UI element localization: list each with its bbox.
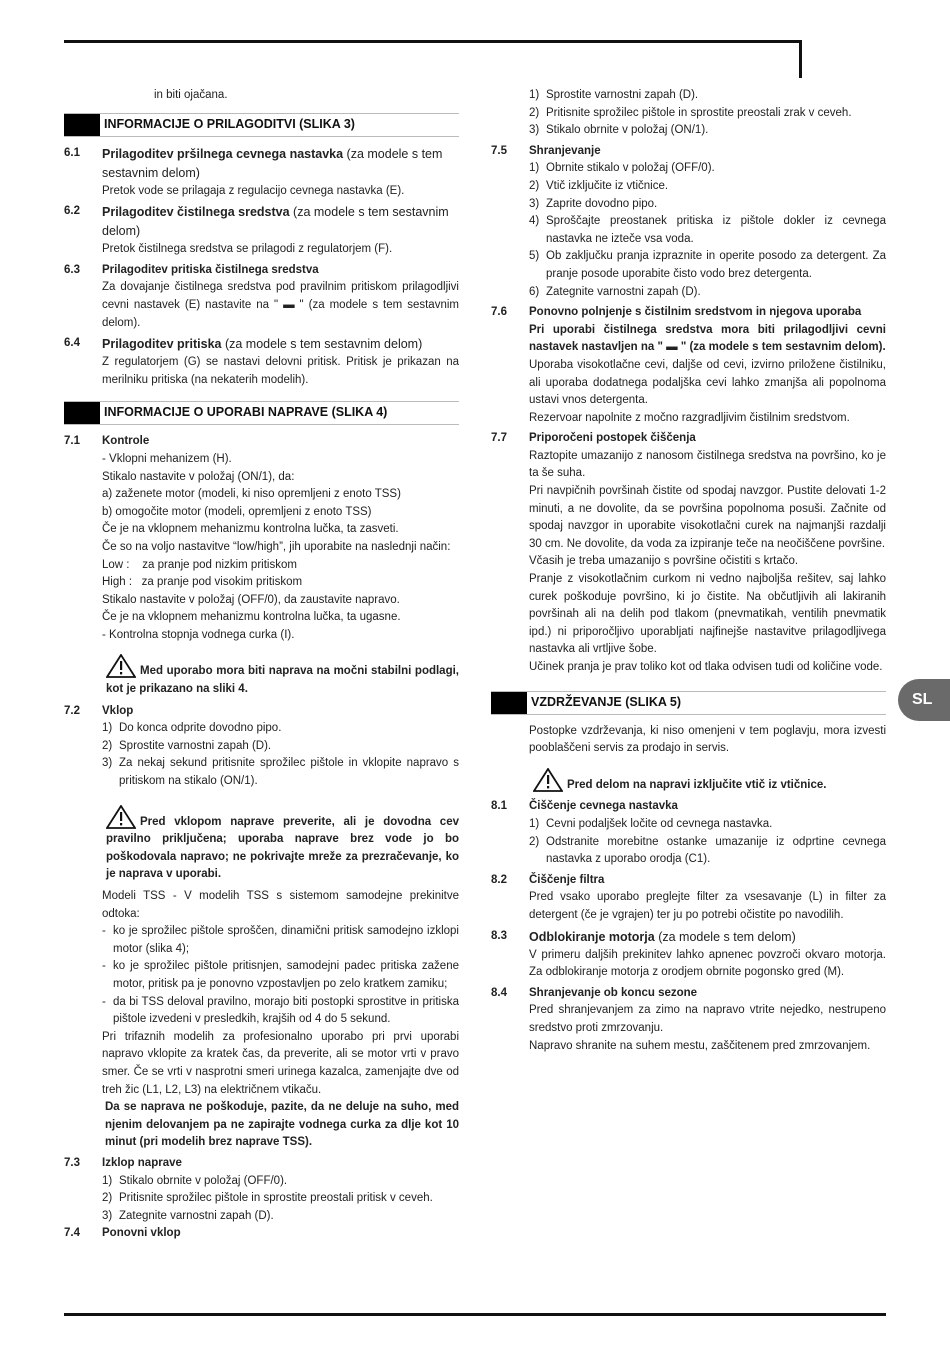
item-7-1: 7.1 Kontrole - Vklopni mehanizem (H). Stikalo nastavite v položaj (ON/1), da: a) zaženete motor (modeli, ki niso opremljeni z enoto TSS) b) omogočite motor (modeli, opremljeni z enoto TSS) Če je na vklopnem mehanizmu kontrolna lučka, ta zasveti. Če so na voljo nastavitve “low/high”, jih uporabite na naslednji način: Low : za pranje pod nizkim pritiskom High : za pranje pod visokim pritiskom Stikalo nastavite v položaj (OFF/0), da zaustavite napravo. Če je na vklopnem mehanizmu kontrolna lučka, ta ugasne. - Kontrolna stopnja vodnega curka (I). — [64, 435, 451, 641]
section-marker — [64, 114, 100, 136]
tss-block: Modeli TSS - V modelih TSS s sistemom samodejne prekinitve odtoka: - ko je sprožilec pištole sproščen, dinamični pritisk samodejno izklopi motor (slika 4); - ko je sprožilec pištole pritisnjen, samodejni padec pritiska zažene motor, pritisk pa je ponovno vzpostavljen po zelo kratkem zamiku; - da bi TSS deloval pravilno, morajo biti postopki sprostitve in pritiska pištole izvedeni v presledkih, krajših od 4 do 5 sekund. Pri trifaznih modelih za profesionalno uporabo pri prvi uporabi napravo vklopite za kratek čas, da preverite, ali se motor vrti v pravo smer. Če se vrti v nasprotni smeri urinega kazalca, zamenjajte dve od treh žic (L1, L2, L3) na električnem vtikaču. Da se naprava ne poškoduje, pazite, da ne deluje na suho, med njenim delovanjem pa ne zapirajte vodnega curka za dlje kot 10 minut (pri modelih brez naprave TSS). — [102, 890, 459, 1149]
list-item: 1) Sprostite varnostni zapah (D). — [529, 89, 699, 101]
item-7-4-steps — [491, 87, 886, 140]
list-item: 1) Do konca odprite dovodno pipo. — [102, 722, 282, 735]
list-item: 3) Zaprite dovodno pipo. — [529, 197, 658, 210]
item-7-7: 7.7 Priporočeni postopek čiščenja Raztopite umazanijo z nanosom čistilnega sredstva na površino, ko je ta še suha. Pri navpičnih površinah čistite od spodaj navzgor. Pustite delovati 1-2 minuti, a ne dovolite, da se površina popolnoma posuši. Začnite od spodaj navzgor in uporabite visokotlačni curek na najmanjši razdalji 30 cm. Ne dovolite, da voda za izpiranje teče na neočiščene površine. Včasih je treba umazanijo s površine očistiti s krtačo. Pranje z visokotlačnim curkom ni vedno najboljša rešitev, saj lahko curek poškoduje površino, ki jo čistite. Na občutljivih ali lakiranih površinah ali na delih pod tlakom (pnevmatikah, ventilih pnevmatik ipd.) ni priporočljivo uporabljati najfinejše nastavitve prilagodljivega nastavka ali vrtljive šobe. Učinek pranja je prav toliko kot od tlaka odvisen tudi od količine vode. — [491, 432, 886, 673]
right-column — [491, 87, 886, 1055]
item-6-3: 6.3 Prilagoditev pritiska čistilnega sredstva Za dovajanje čistilnega sredstva pod pravilnim pritiskom prilagodljivi cevni nastavek (E) nastavite na " ▬ " (za modele s tem sestavnim delom). — [64, 263, 459, 329]
item-6-4: 6.4 Prilagoditev pritiska (za modele s tem sestavnim delom) Z regulatorjem (G) se nastavi delovni pritisk. Pritisk je prikazan na merilniku pritiska (na nekaterih modelih). — [64, 337, 459, 386]
item-8-4: 8.4 Shranjevanje ob koncu sezone Pred shranjevanjem za zimo na napravo vtrite nejedko, nestrupeno sredstvo proti zmrzovanju. Napravo shranite na suhem mestu, zaščitenem pred zmrzovanjem. — [491, 986, 886, 1052]
warning-icon — [533, 768, 563, 792]
intro-text: in biti ojačana. — [154, 89, 228, 101]
warning-unplug: Pred delom na napravi izključite vtič iz vtičnice. — [491, 768, 886, 795]
top-rule-corner — [799, 40, 802, 78]
list-item: 2) Pritisnite sprožilec pištole in sprostite preostali zrak v ceveh. — [529, 106, 852, 119]
section-7-title: INFORMACIJE O UPORABI NAPRAVE (SLIKA 4) — [104, 405, 388, 420]
list-item: 1) Cevni podaljšek ločite od cevnega nastavka. — [529, 817, 773, 830]
list-item: 4) Sproščajte preostanek pritiska iz pištole dokler iz cevnega nastavka ne izteče vsa voda. — [529, 215, 886, 245]
section-marker — [491, 692, 527, 714]
item-6-2: 6.2 Prilagoditev čistilnega sredstva (za modele s tem sestavnim delom) Pretok čistilnega sredstva se prilagodi z regulatorjem (F). — [64, 205, 449, 256]
item-7-5: 7.5 Shranjevanje 1) Obrnite stikalo v položaj (OFF/0). 2) Vtič izključite iz vtičnice. 3) Zaprite dovodno pipo. 4) Sproščajte preostanek pritiska iz pištole dokler iz cevnega nastavka ne izteče vsa voda. 5) Ob zaključku pranja izpraznite in operite posodo za detergent. Za pranje posode uporabite čisto vodo brez detergenta. 6) Zategnite varnostni zapah (D). — [491, 143, 886, 301]
section-8-header — [491, 691, 886, 715]
item-7-2: 7.2 Vklop 1) Do konca odprite dovodno pipo. 2) Sprostite varnostni zapah (D). 3) Za nekaj sekund pritisnite sprožilec pištole in vklopite napravo s pritiskom na stikalo (ON/1). — [64, 703, 459, 791]
section-6-header — [64, 113, 459, 137]
list-item: 3) Stikalo obrnite v položaj (ON/1). — [529, 124, 709, 137]
item-8-3: 8.3 Odblokiranje motorja (za modele s tem delom) V primeru daljših prekinitev lahko apnenec povzroči okvaro motorja. Za odblokiranje motorja z orodjem obrnite pogonsko gred (M). — [491, 929, 886, 979]
list-item: 2) Vtič izključite iz vtičnice. — [529, 179, 669, 192]
section-8-title: VZDRŽEVANJE (SLIKA 5) — [531, 694, 682, 709]
item-6-1: 6.1 Prilagoditev pršilnega cevnega nastavka (za modele s tem sestavnim delom) Pretok vode se prilagaja z regulacijo cevnega nastavka (E). — [64, 146, 443, 197]
list-item: 2) Pritisnite sprožilec pištole in sprostite preostali pritisk v ceveh. — [102, 1192, 433, 1205]
list-item: - ko je sprožilec pištole sproščen, dinamični pritisk samodejno izklopi motor (slika 4); — [102, 925, 459, 955]
list-item: 1) Obrnite stikalo v položaj (OFF/0). — [529, 162, 715, 175]
section-7-header — [64, 401, 459, 425]
warning-before-start: Pred vklopom naprave preverite, ali je dovodna cev pravilno priključena; uporaba naprave brez vode jo bo poškodovala napravo; ne pokrivajte mreže za prezračevanje, ko je naprava v uporabi. — [64, 805, 459, 884]
item-7-3: 7.3 Izklop naprave 1) Stikalo obrnite v položaj (OFF/0). 2) Pritisnite sprožilec pištole in sprostite preostali pritisk v ceveh. 3) Zategnite varnostni zapah (D). — [64, 1155, 459, 1225]
item-8-1: 8.1 Čiščenje cevnega nastavka 1) Cevni podaljšek ločite od cevnega nastavka. 2) Odstranite morebitne ostanke umazanije iz odprtine cevnega nastavka z uporabo orodja (C1). — [491, 798, 886, 868]
section-8-intro: Postopke vzdrževanja, ki niso omenjeni v tem poglavju, mora izvesti pooblaščeni servis za prodajo in servis. — [529, 724, 886, 755]
list-item: 6) Zategnite varnostni zapah (D). — [529, 285, 701, 298]
bottom-rule — [64, 1313, 886, 1316]
warning-icon — [106, 654, 136, 678]
list-item: - da bi TSS deloval pravilno, morajo biti postopki sprostitve in pritiska pištole izvedeni v presledkih, krajših od 4 do 5 sekund. — [102, 995, 459, 1026]
warning-icon — [106, 805, 136, 829]
item-7-4: 7.4 Ponovni vklop — [64, 1227, 181, 1240]
item-7-6: 7.6 Ponovno polnjenje s čistilnim sredstvom in njegova uporaba Pri uporabi čistilnega sredstva mora biti prilagodljivi cevni nastavek nastavljen na " ▬ " (za modele s tem sestavnim delom). Uporaba visokotlačne cevi, daljše od cevi, izvirno priložene čistilniku, ali uporaba dodatnega podaljška cevi lahko zmanjša ali popolnoma ustavi vnos detergenta. Rezervoar napolnite z močno razgradljivim čistilnim sredstvom. — [491, 306, 886, 424]
section-6-title: INFORMACIJE O PRILAGODITVI (SLIKA 3) — [104, 116, 355, 131]
top-rule — [64, 40, 802, 43]
list-item: 5) Ob zaključku pranja izpraznite in operite posodo za detergent. Za pranje posode uporabite čisto vodo brez detergenta. — [529, 250, 886, 280]
list-item: 1) Stikalo obrnite v položaj (OFF/0). — [102, 1174, 288, 1187]
left-column — [64, 87, 459, 1243]
list-item: 3) Za nekaj sekund pritisnite sprožilec pištole in vklopite napravo s pritiskom na stikalo (ON/1). — [102, 757, 459, 788]
list-item: - ko je sprožilec pištole pritisnjen, samodejni padec pritiska zažene motor, pritisk pa je ponovno vzpostavljen po zelo kratkem zamiku; — [102, 960, 459, 990]
warning-stable-surface: Med uporabo mora biti naprava na močni stabilni podlagi, kot je prikazano na sliki 4. — [64, 654, 459, 698]
section-marker — [64, 402, 100, 424]
list-item: 2) Sprostite varnostni zapah (D). — [102, 739, 272, 752]
language-tab: SL — [898, 679, 950, 721]
list-item: 3) Zategnite varnostni zapah (D). — [102, 1209, 274, 1222]
list-item: 2) Odstranite morebitne ostanke umazanije iz odprtine cevnega nastavka z uporabo orodja (C1). — [529, 835, 886, 866]
item-8-2: 8.2 Čiščenje filtra Pred vsako uporabo preglejte filter za vsesavanje (L) in filter za detergent (če je vgrajen) ter ju po potrebi očistite po navodilih. — [491, 873, 886, 921]
